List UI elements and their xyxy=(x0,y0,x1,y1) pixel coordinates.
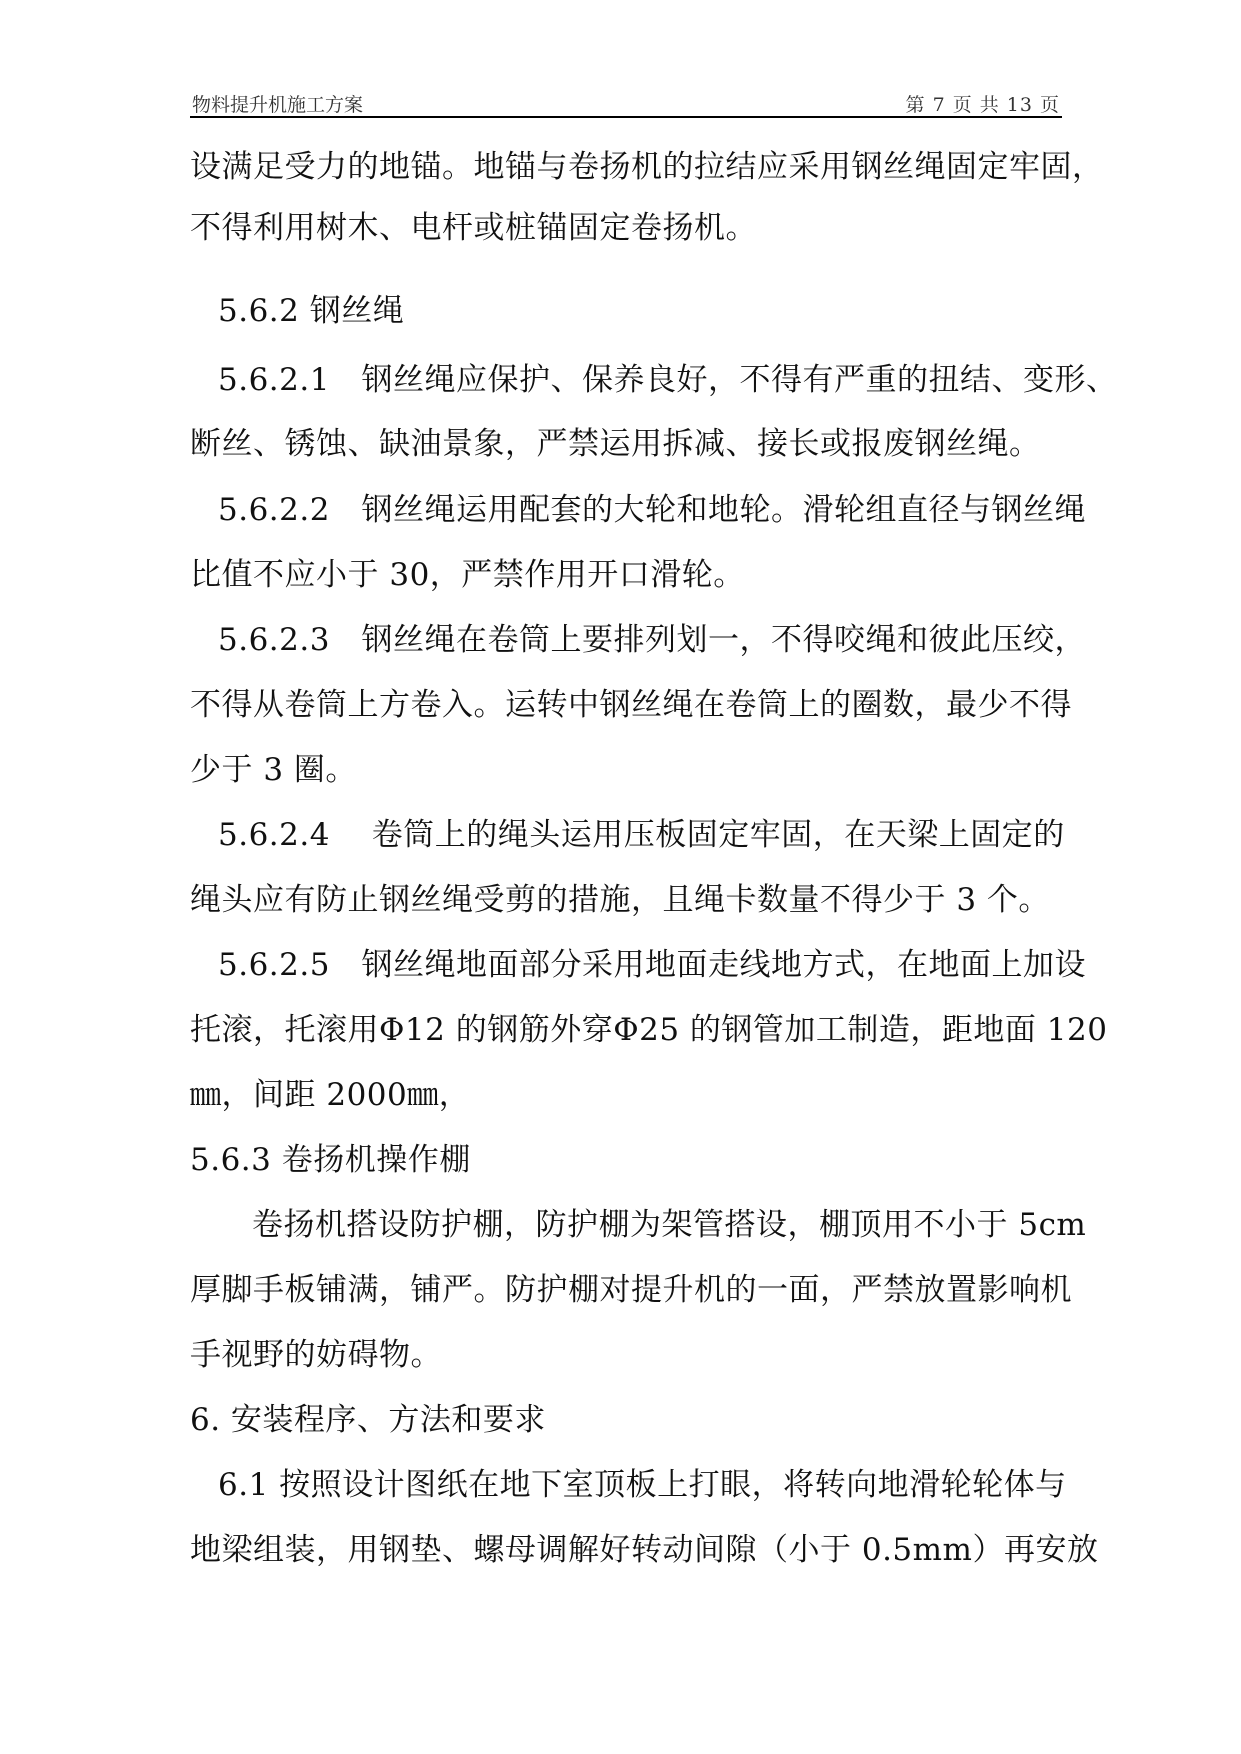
text-line: 绳头应有防止钢丝绳受剪的措施，且绳卡数量不得少于 3 个。 xyxy=(190,882,1050,918)
page-number: 第 7 页 共 13 页 xyxy=(905,94,1060,116)
text-line: ㎜，间距 2000㎜， xyxy=(190,1077,471,1113)
text-line: 比值不应小于 30，严禁作用开口滑轮。 xyxy=(190,557,745,593)
text-line: 手视野的妨碍物。 xyxy=(190,1337,442,1373)
text-line: 5.6.2.5 钢丝绳地面部分采用地面走线地方式，在地面上加设 xyxy=(218,947,1086,983)
text-line: 断丝、锈蚀、缺油景象，严禁运用拆减、接长或报废钢丝绳。 xyxy=(190,426,1041,462)
section-heading: 5.6.3 卷扬机操作棚 xyxy=(190,1142,471,1178)
document-title: 物料提升机施工方案 xyxy=(192,94,364,116)
text-line: 5.6.2.3 钢丝绳在卷筒上要排列划一，不得咬绳和彼此压绞， xyxy=(218,622,1086,658)
text-line: 卷扬机搭设防护棚，防护棚为架管搭设，棚顶用不小于 5cm xyxy=(252,1207,1087,1243)
text-line: 不得利用树木、电杆或桩锚固定卷扬机。 xyxy=(190,210,757,246)
text-line: 设满足受力的地锚。地锚与卷扬机的拉结应采用钢丝绳固定牢固， xyxy=(190,149,1104,185)
text-line: 不得从卷筒上方卷入。运转中钢丝绳在卷筒上的圈数，最少不得 xyxy=(190,687,1072,723)
section-heading: 6. 安装程序、方法和要求 xyxy=(190,1402,546,1438)
text-line: 托滚，托滚用Φ12 的钢筋外穿Φ25 的钢管加工制造，距地面 120 xyxy=(190,1012,1108,1048)
text-line: 地梁组装，用钢垫、螺母调解好转动间隙（小于 0.5mm）再安放 xyxy=(190,1532,1099,1568)
text-line: 5.6.2.2 钢丝绳运用配套的大轮和地轮。滑轮组直径与钢丝绳 xyxy=(218,492,1086,528)
text-line: 5.6.2.1 钢丝绳应保护、保养良好，不得有严重的扭结、变形、 xyxy=(218,362,1118,398)
section-heading: 5.6.2 钢丝绳 xyxy=(218,293,405,329)
page-header xyxy=(190,88,1062,118)
text-line: 5.6.2.4 卷筒上的绳头运用压板固定牢固，在天梁上固定的 xyxy=(218,817,1065,853)
text-line: 6.1 按照设计图纸在地下室顶板上打眼，将转向地滑轮轮体与 xyxy=(218,1467,1067,1503)
text-line: 少于 3 圈。 xyxy=(190,752,357,788)
text-line: 厚脚手板铺满，铺严。防护棚对提升机的一面，严禁放置影响机 xyxy=(190,1272,1072,1308)
